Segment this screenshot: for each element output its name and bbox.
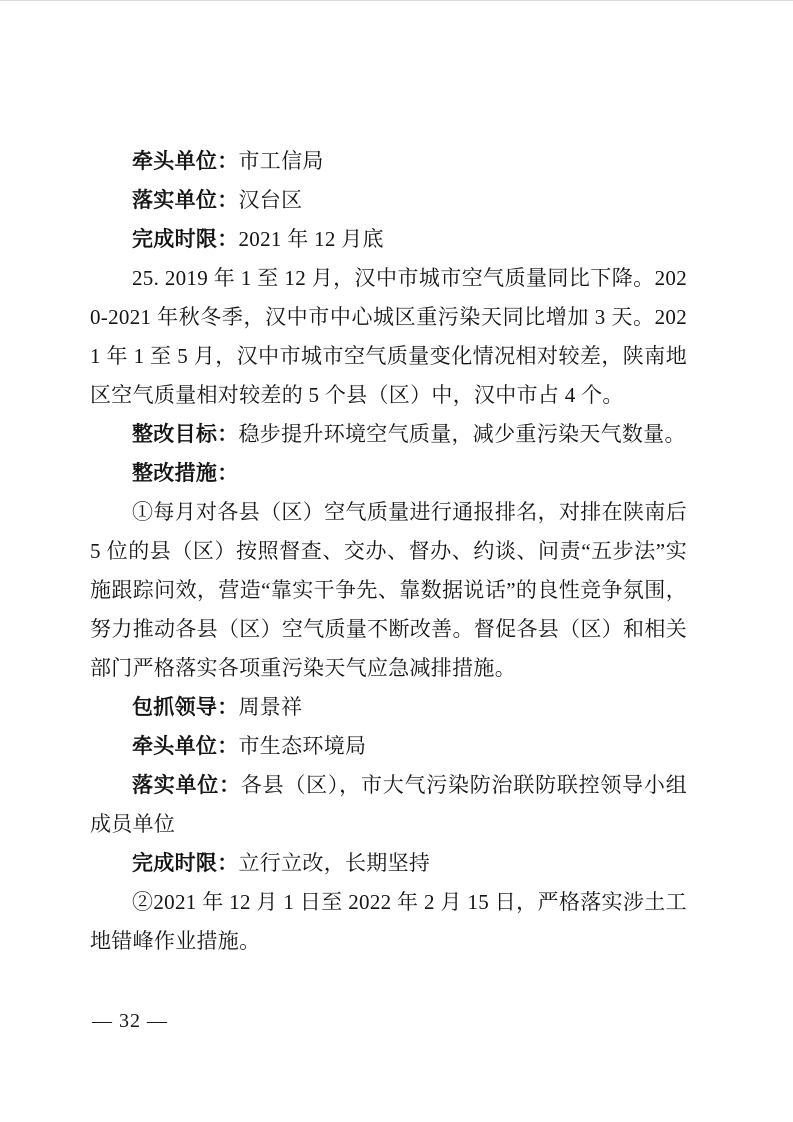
field-value: 汉台区 <box>238 188 303 212</box>
field-value: 市工信局 <box>238 149 324 173</box>
field-line <box>90 415 687 454</box>
field-line <box>90 688 687 727</box>
field-value: 立行立改，长期坚持 <box>238 851 431 875</box>
field-value: 周景祥 <box>238 695 303 719</box>
field-label: 完成时限： <box>132 852 239 875</box>
field-line <box>90 766 687 844</box>
field-line <box>90 181 687 220</box>
page-number: — 32 — <box>92 1010 168 1032</box>
field-line <box>90 727 687 766</box>
field-line <box>90 220 687 259</box>
body-paragraph: ①每月对各县（区）空气质量进行通报排名，对排在陕南后 5 位的县（区）按照督查、交办、督办、约谈、问责“五步法”实施跟踪问效，营造“靠实干争先、靠数据说话”的良性竞争氛围，努力推动各县（区）空气质量不断改善。督促各县（区）和相关部门严格落实各项重污染天气应急减排措施。 <box>90 500 687 680</box>
field-value: 各县（区），市大气污染防治联防联控领导小组成员单位 <box>90 773 687 836</box>
field-label: 牵头单位： <box>132 150 239 173</box>
field-label: 完成时限： <box>132 228 239 251</box>
field-line <box>90 454 687 493</box>
field-value: 市生态环境局 <box>238 734 367 758</box>
field-line <box>90 844 687 883</box>
field-value: 稳步提升环境空气质量，减少重污染天气数量。 <box>238 422 686 446</box>
page-footer <box>92 1007 168 1035</box>
field-label: 落实单位： <box>132 774 241 797</box>
field-label: 落实单位： <box>132 189 239 212</box>
document-body <box>90 142 687 961</box>
body-paragraph: 25. 2019 年 1 至 12 月，汉中市城市空气质量同比下降。2020-2021 年秋冬季，汉中市中心城区重污染天同比增加 3 天。2021 年 1 至 5 月，汉中市城市空气质量变化情况相对较差，陕南地区空气质量相对较差的 5 个县（区）中，汉中市占 4 个。 <box>90 266 687 407</box>
field-label: 整改措施： <box>132 462 239 485</box>
field-label: 包抓领导： <box>132 696 239 719</box>
field-label: 整改目标： <box>132 423 239 446</box>
field-value: 2021 年 12 月底 <box>238 227 384 251</box>
field-label: 牵头单位： <box>132 735 239 758</box>
field-line <box>90 142 687 181</box>
body-paragraph: ②2021 年 12 月 1 日至 2022 年 2 月 15 日，严格落实涉土工地错峰作业措施。 <box>90 890 687 953</box>
